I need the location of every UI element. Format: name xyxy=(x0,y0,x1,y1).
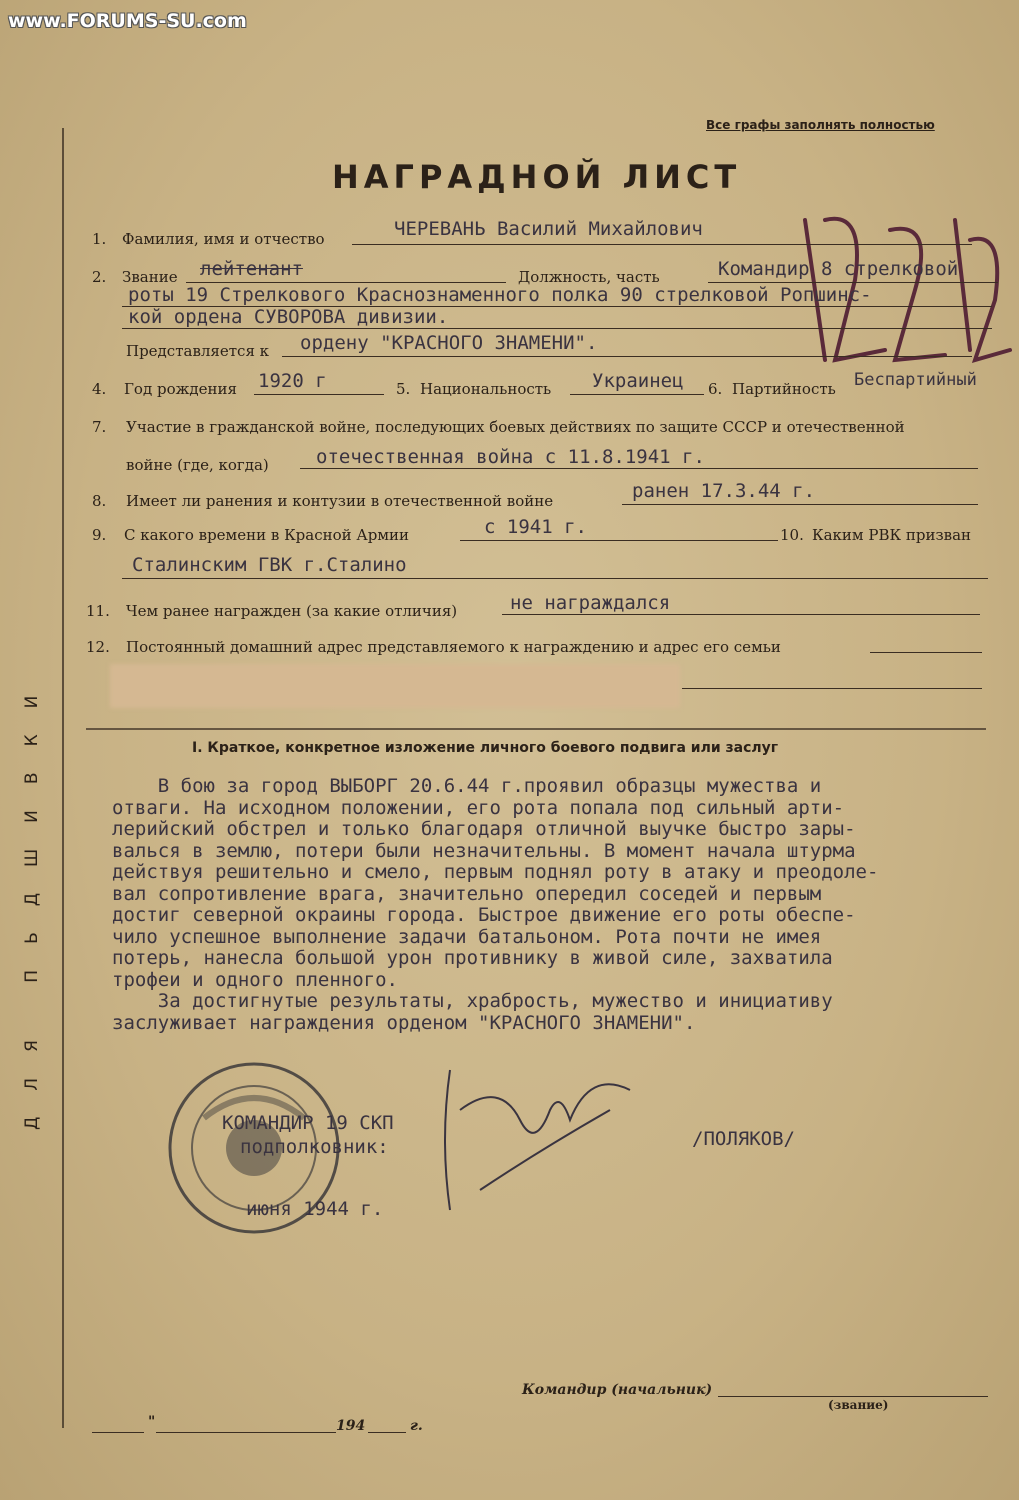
year-suffix: г. xyxy=(410,1418,423,1434)
field-4-line xyxy=(254,394,384,395)
field-7-label-2: войне (где, когда) xyxy=(126,456,269,474)
field-4-value: 1920 г xyxy=(258,370,327,392)
field-2-value: лейтенант xyxy=(200,258,303,280)
year-prefix: 194 xyxy=(336,1418,366,1434)
field-8-line xyxy=(622,504,978,505)
field-12-line-1 xyxy=(870,652,982,653)
field-8-value: ранен 17.3.44 г. xyxy=(632,480,816,502)
redacted-address xyxy=(110,664,680,708)
field-12-number: 12. xyxy=(86,638,110,656)
date-line-year xyxy=(368,1432,406,1433)
binding-margin-line xyxy=(62,128,64,1428)
field-10-label: Каким РВК призван xyxy=(812,526,972,544)
field-11-label: Чем ранее награжден (за какие отличия) xyxy=(126,602,458,620)
handwritten-signature xyxy=(440,1050,640,1230)
award-value: ордену "КРАСНОГО ЗНАМЕНИ". xyxy=(300,332,598,354)
field-1-value: ЧЕРЕВАНЬ Василий Михайлович xyxy=(394,218,703,240)
field-3-value-2: роты 19 Стрелкового Краснознаменного полка 90 стрелковой Ропшинс- xyxy=(128,284,872,306)
field-5-label: Национальность xyxy=(420,380,552,398)
signature-title-1: КОМАНДИР 19 СКП xyxy=(222,1112,394,1134)
field-10-number: 10. xyxy=(780,526,804,544)
commander-line xyxy=(718,1396,988,1397)
section-title: I. Краткое, конкретное изложение личного боевого подвига или заслуг xyxy=(192,740,779,756)
page-title: НАГРАДНОЙ ЛИСТ xyxy=(332,158,742,196)
date-line-month xyxy=(156,1432,336,1433)
field-11-value: не награждался xyxy=(510,592,671,614)
commander-label: Командир (начальник) xyxy=(522,1382,713,1398)
narrative-line: лерийский обстрел и только благодаря отличной выучке быстро зары- xyxy=(112,818,856,840)
watermark: www.FORUMS-SU.com xyxy=(8,10,247,32)
field-3-line-1 xyxy=(708,282,998,283)
field-12-line-2 xyxy=(682,688,982,689)
side-label: ДЛЯ ПЬДШИВКИ xyxy=(22,669,42,1130)
signature-title-2: подполковник: xyxy=(240,1136,389,1158)
date-line-day xyxy=(92,1432,144,1433)
field-5-value: Украинец xyxy=(592,370,684,392)
field-2-line xyxy=(186,282,506,283)
narrative-line: валься в землю, потери были незначительны. В момент начала штурма xyxy=(112,839,856,862)
field-6-label: Партийность xyxy=(732,380,836,398)
rank-label: (звание) xyxy=(828,1398,889,1412)
field-9-number: 9. xyxy=(92,526,107,544)
award-line xyxy=(282,356,972,357)
narrative-line: чило успешное выполнение задачи батальоном. Рота почти не имея xyxy=(112,925,822,948)
field-7-value: отечественная война с 11.8.1941 г. xyxy=(316,446,705,468)
field-3-label: Должность, часть xyxy=(518,268,660,286)
field-5-number: 5. xyxy=(396,380,411,398)
field-7-label-1: Участие в гражданской войне, последующих боевых действиях по защите СССР и отечественной xyxy=(126,418,905,436)
field-4-number: 4. xyxy=(92,380,107,398)
field-6-value: Беспартийный xyxy=(854,370,977,390)
field-11-line xyxy=(502,614,980,615)
field-1-number: 1. xyxy=(92,230,107,248)
field-10-value: Сталинским ГВК г.Сталино xyxy=(132,554,407,576)
narrative-line: За достигнутые результаты, храбрость, мужество и инициативу xyxy=(112,990,833,1012)
field-1-label: Фамилия, имя и отчество xyxy=(122,230,325,248)
field-3-value-1: Командир 8 стрелковой xyxy=(718,258,959,280)
narrative xyxy=(112,776,878,1034)
field-12-label: Постоянный домашний адрес представляемого к награждению и адрес его семьи xyxy=(126,638,781,656)
signature-date: июня 1944 г. xyxy=(246,1198,384,1220)
field-4-label: Год рождения xyxy=(124,380,237,398)
field-6-number: 6. xyxy=(708,380,723,398)
field-8-label: Имеет ли ранения и контузии в отечественной войне xyxy=(126,492,554,510)
field-9-line xyxy=(460,540,778,541)
fill-note: Все графы заполнять полностью xyxy=(706,118,935,132)
narrative-line: В бою за город ВЫБОРГ 20.6.44 г.проявил образцы мужества и xyxy=(112,775,822,797)
field-9-value: с 1941 г. xyxy=(484,516,587,538)
field-2-label: Звание xyxy=(122,268,178,286)
field-11-number: 11. xyxy=(86,602,110,620)
field-3-value-3: кой ордена СУВОРОВА дивизии. xyxy=(128,306,449,328)
narrative-line: вал сопротивление врага, значительно опередил соседей и первым xyxy=(112,882,822,905)
narrative-line: трофеи и одного пленного. xyxy=(112,968,398,991)
narrative-line: заслуживает награждения орденом "КРАСНОГО ЗНАМЕНИ". xyxy=(112,1011,696,1034)
narrative-line: потерь, нанесла большой урон противнику в живой силе, захватила xyxy=(112,947,833,969)
award-label: Представляется к xyxy=(126,342,270,360)
field-3-line-3 xyxy=(122,328,992,329)
field-5-line xyxy=(570,394,704,395)
field-7-line xyxy=(300,468,978,469)
narrative-line: достиг северной окраины города. Быстрое движение его роты обеспе- xyxy=(112,904,856,926)
field-2-number: 2. xyxy=(92,268,107,286)
narrative-line: отваги. На исходном положении, его рота попала под сильный арти- xyxy=(112,796,845,819)
field-7-number: 7. xyxy=(92,418,107,436)
signature-name: /ПОЛЯКОВ/ xyxy=(692,1128,795,1150)
field-9-label: С какого времени в Красной Армии xyxy=(124,526,410,544)
date-quote: " xyxy=(148,1414,156,1430)
field-10-line xyxy=(122,578,988,579)
narrative-line: действуя решительно и смело, первым поднял роту в атаку и преодоле- xyxy=(112,861,879,883)
field-8-number: 8. xyxy=(92,492,107,510)
section-separator xyxy=(86,728,986,730)
field-1-line xyxy=(352,244,972,245)
